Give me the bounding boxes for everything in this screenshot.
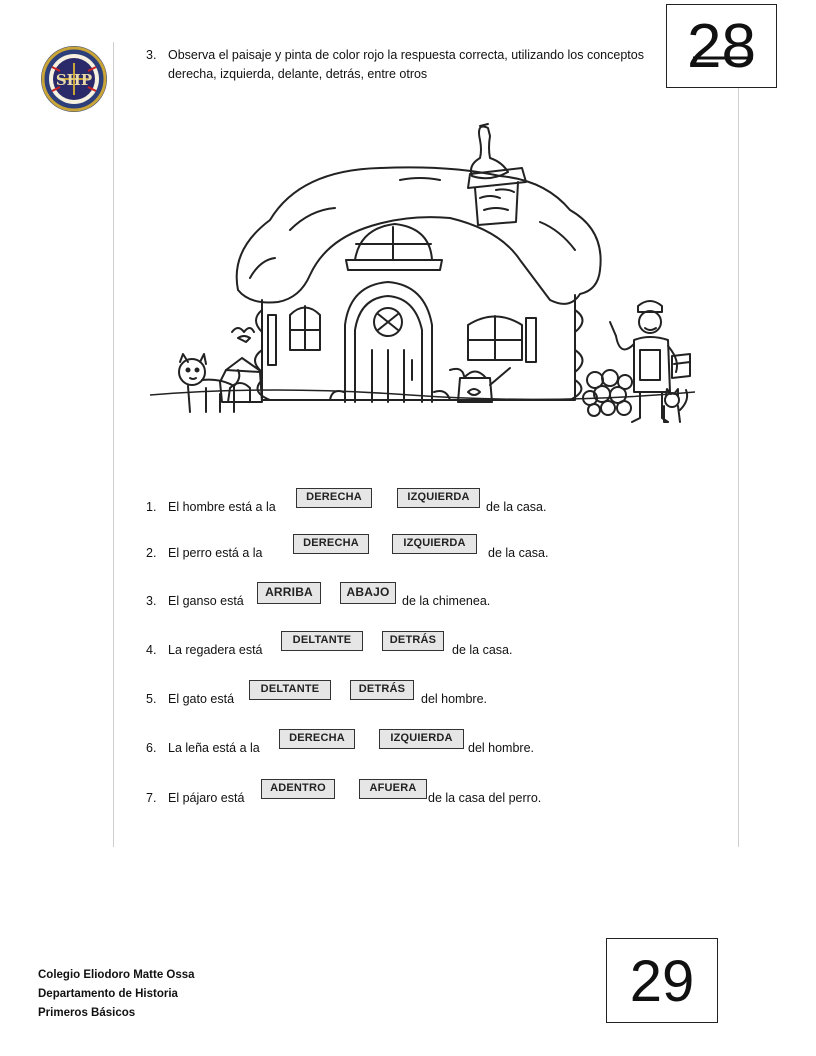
question-number: 4. — [146, 643, 157, 657]
thatched-roof-icon — [237, 167, 601, 303]
question-number: 5. — [146, 692, 157, 706]
question-number: 2. — [146, 546, 157, 560]
question-2 — [146, 537, 706, 564]
instruction-number: 3. — [146, 48, 157, 62]
instruction — [146, 46, 686, 84]
answer-option-afuera[interactable]: AFUERA — [359, 779, 427, 799]
question-suffix: del hombre. — [421, 692, 488, 706]
question-suffix: de la casa. — [452, 643, 513, 657]
question-number: 7. — [146, 791, 157, 805]
question-suffix: de la casa. — [486, 500, 547, 514]
answer-option-detras[interactable]: DETRÁS — [350, 680, 414, 700]
question-suffix: de la casa. — [488, 546, 549, 560]
answer-option-deltante[interactable]: DELTANTE — [249, 680, 331, 700]
question-prefix: La regadera está — [168, 643, 263, 657]
instruction-text: Observa el paisaje y pinta de color rojo la respuesta correcta, utilizando los conceptos derecha, izquierda, delante, detrás, entre otros — [168, 48, 644, 81]
question-prefix: El perro está a la — [168, 546, 263, 560]
question-number: 3. — [146, 594, 157, 608]
question-6 — [146, 732, 706, 759]
watering-can-icon — [458, 368, 510, 402]
question-prefix: El hombre está a la — [168, 500, 276, 514]
page-number-top: 28 — [666, 4, 777, 88]
answer-option-arriba[interactable]: ARRIBA — [257, 582, 321, 604]
question-1 — [146, 491, 706, 518]
question-suffix: del hombre. — [468, 741, 535, 755]
answer-option-derecha[interactable]: DERECHA — [279, 729, 355, 749]
house-wall-icon — [255, 282, 583, 402]
answer-option-detras[interactable]: DETRÁS — [382, 631, 444, 651]
firewood-pile-icon — [583, 370, 632, 416]
answer-option-derecha[interactable]: DERECHA — [293, 534, 369, 554]
question-number: 6. — [146, 741, 157, 755]
dog-icon — [179, 354, 239, 412]
answer-option-deltante[interactable]: DELTANTE — [281, 631, 363, 651]
answer-option-derecha[interactable]: DERECHA — [296, 488, 372, 508]
svg-text:SHP: SHP — [55, 71, 93, 89]
page-number-bottom: 29 — [606, 938, 718, 1023]
answer-option-adentro[interactable]: ADENTRO — [261, 779, 335, 799]
answer-option-izquierda[interactable]: IZQUIERDA — [379, 729, 464, 749]
question-number: 1. — [146, 500, 157, 514]
question-suffix: de la chimenea. — [402, 594, 491, 608]
cottage-scene-illustration — [150, 110, 695, 450]
question-4 — [146, 634, 706, 661]
school-footer — [38, 966, 195, 1023]
question-prefix: El pájaro está — [168, 791, 245, 805]
question-prefix: El gato está — [168, 692, 235, 706]
bird-icon — [232, 328, 254, 342]
question-prefix: El ganso está — [168, 594, 244, 608]
footer-school-name: Colegio Eliodoro Matte Ossa — [38, 969, 195, 981]
question-prefix: La leña está a la — [168, 741, 260, 755]
question-5 — [146, 683, 706, 710]
question-7 — [146, 782, 706, 809]
answer-option-izquierda[interactable]: IZQUIERDA — [397, 488, 480, 508]
strike-line — [693, 55, 753, 61]
answer-option-abajo[interactable]: ABAJO — [340, 582, 396, 604]
question-suffix: de la casa del perro. — [428, 791, 542, 805]
footer-department: Departamento de Historia — [38, 988, 178, 1000]
cat-icon — [664, 389, 687, 422]
footer-grade: Primeros Básicos — [38, 1007, 136, 1019]
answer-option-izquierda[interactable]: IZQUIERDA — [392, 534, 477, 554]
school-logo-icon — [40, 45, 108, 113]
question-3 — [146, 585, 706, 612]
